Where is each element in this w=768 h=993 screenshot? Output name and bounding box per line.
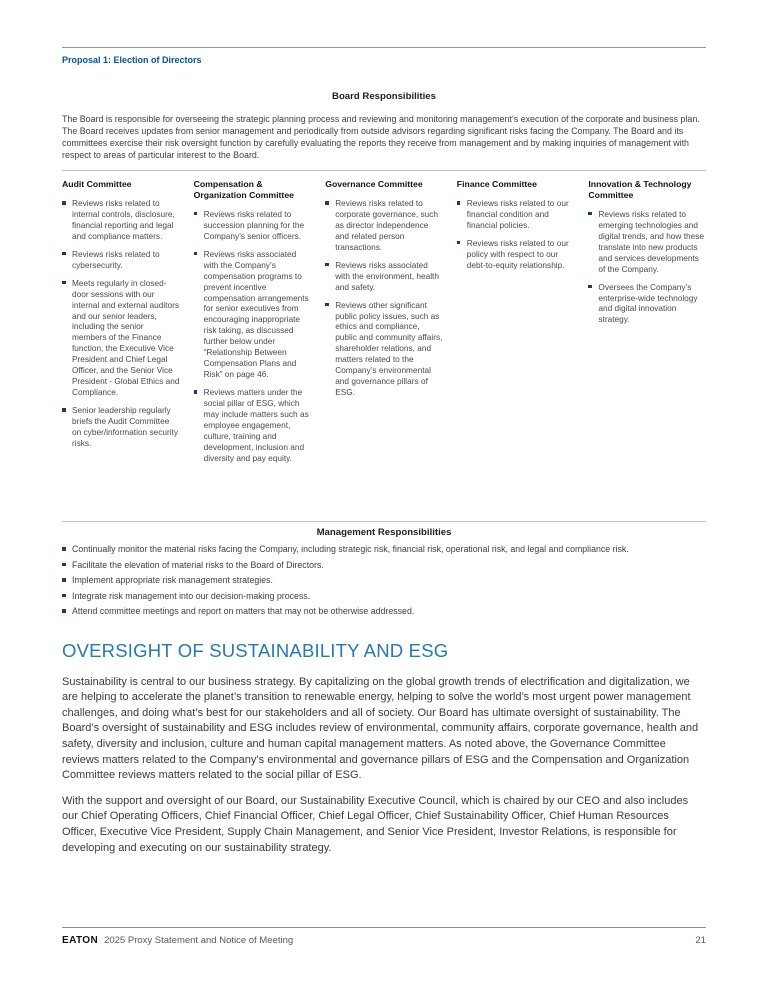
bullet-square-icon (62, 609, 66, 613)
committee-title-governance: Governance Committee (325, 179, 423, 190)
committee-column-audit (62, 179, 180, 521)
eaton-logo-text: EATON (62, 935, 99, 946)
bullet-square-icon (194, 252, 198, 256)
committee-item-text: Reviews risks related to our financial condition and financial policies. (466, 198, 569, 230)
footer-brand-line (62, 935, 293, 946)
committee-item (194, 249, 312, 380)
committee-column-compensation (194, 179, 312, 521)
management-item-text: Implement appropriate risk management strategies. (72, 575, 273, 586)
committee-title-innovation-technology: Innovation & Technology Committee (588, 179, 692, 201)
bullet-square-icon (62, 281, 66, 285)
committee-title-finance: Finance Committee (456, 179, 537, 190)
committee-list-innovation-technology (588, 209, 706, 325)
proposal-section-label: Proposal 1: Election of Directors (62, 55, 202, 65)
committee-item (325, 300, 443, 398)
committee-list-compensation (194, 209, 312, 464)
committee-list-finance (457, 198, 575, 271)
management-item (62, 591, 706, 602)
bullet-square-icon (588, 285, 592, 289)
bullet-square-icon (325, 303, 329, 307)
committee-item (588, 282, 706, 326)
committee-item-text: Reviews matters under the social pillar of ESG, which may include matters such as employee engagement, culture, training and development, inclusion and diversity and pay equity. (203, 387, 309, 463)
bullet-square-icon (62, 547, 66, 551)
bullet-square-icon (194, 390, 198, 394)
top-divider (62, 47, 706, 48)
management-item-text: Integrate risk management into our decision-making process. (72, 590, 311, 601)
page-number: 21 (695, 935, 706, 946)
committee-item (62, 278, 180, 398)
bullet-square-icon (62, 408, 66, 412)
committee-item (325, 198, 443, 253)
bullet-square-icon (457, 201, 461, 205)
management-list (62, 544, 706, 617)
committee-list-governance (325, 198, 443, 398)
committee-list-audit (62, 198, 180, 449)
committee-item-text: Reviews risks related to internal controls, disclosure, financial reporting and legal and compliance matters. (72, 198, 175, 241)
esg-section-title: OVERSIGHT OF SUSTAINABILITY AND ESG (62, 640, 449, 662)
committee-column-finance (457, 179, 575, 521)
committee-column-innovation-technology (588, 179, 706, 521)
committee-item-text: Reviews risks related to emerging technologies and digital trends, and how these translate into new products and services developments of the Company. (598, 208, 705, 274)
bullet-square-icon (325, 263, 329, 267)
committee-item (457, 198, 575, 231)
committee-item (62, 198, 180, 242)
committee-item-text: Senior leadership regularly briefs the Audit Committee on cyber/information security risks. (72, 405, 179, 448)
committee-item-text: Meets regularly in closed-door sessions with our internal and external auditors and our senior leaders, including the senior members of the Finance function, the Executive Vice President and Chief Legal Officer, and the Senior Vice President - Global Ethics and Compliance. (72, 277, 180, 398)
management-item (62, 544, 706, 555)
esg-paragraph-1: Sustainability is central to our business strategy. By capitalizing on the global growth trends of electrification and digitalization, we are helping to accelerate the planet’s transition to renewable energy, helping to solve the world’s most urgent power management challenges, and doing what’s best for our stakeholders and all of society. Our Board has ultimate oversight of sustainability. The Board’s oversight of sustainability and ESG includes review of environmental, community affairs, corporate governance, health and safety, diversity and inclusion, culture and human capital management matters. As noted above, the Governance Committee reviews matters related to the Company’s environmental and governance pillars of ESG and the Compensation and Organization Committee reviews matters related to the social pillar of ESG. (62, 675, 699, 782)
committee-item-text: Reviews risks associated with the Company’s compensation programs to prevent incentive compensation arrangements for senior executives from encouraging inappropriate risk taking, as discussed further below under “Relationship Between Compensation Plans and Risk” on page 46. (203, 248, 309, 380)
committee-column-governance (325, 179, 443, 521)
bullet-square-icon (457, 241, 461, 245)
committee-item (325, 260, 443, 293)
committee-item (62, 405, 180, 449)
bullet-square-icon (62, 594, 66, 598)
committee-item (194, 209, 312, 242)
committee-title-compensation: Compensation & Organization Committee (193, 179, 294, 201)
committees-grid (62, 171, 706, 521)
committee-item-text: Reviews risks related to our policy with respect to our debt-to-equity relationship. (466, 237, 569, 270)
bullet-square-icon (62, 201, 66, 205)
committee-title-audit: Audit Committee (62, 179, 132, 190)
bullet-square-icon (325, 201, 329, 205)
management-responsibilities-title: Management Responsibilities (316, 527, 452, 539)
management-item (62, 560, 706, 571)
board-responsibilities-title: Board Responsibilities (332, 90, 436, 102)
committee-item (62, 249, 180, 271)
bullet-square-icon (62, 252, 66, 256)
divider-above-management (62, 521, 706, 522)
bullet-square-icon (588, 212, 592, 216)
committee-item (588, 209, 706, 275)
committee-item-text: Reviews other significant public policy issues, such as ethics and compliance, public and community affairs, shareholder relations, and matters related to the Company’s environmental and governance pillars of ESG. (335, 299, 443, 398)
bullet-square-icon (62, 563, 66, 567)
board-intro-paragraph: The Board is responsible for overseeing the strategic planning process and reviewing and monitoring management’s execution of the corporate and business plan. The Board receives updates from senior management and periodically from outside advisors regarding significant risks facing the Company. The Board and its committees exercise their risk oversight function by carefully evaluating the reports they receive from management and by making inquiries of management with respect to areas of particular interest to the Board. (62, 113, 700, 161)
bullet-square-icon (194, 212, 198, 216)
esg-paragraph-2: With the support and oversight of our Board, our Sustainability Executive Council, which is chaired by our CEO and also includes our Chief Operating Officers, Chief Financial Officer, Chief Legal Officer, Chief Sustainability Officer, Chief Human Resources Officer, Executive Vice President, Supply Chain Management, and Senior Vice President, Investor Relations, is responsible for developing and executing on our sustainability strategy. (62, 794, 689, 854)
committee-item (194, 387, 312, 464)
committee-item-text: Reviews risks related to succession planning for the Company’s senior officers. (203, 208, 305, 241)
page-footer (62, 927, 706, 946)
committee-item-text: Oversees the Company’s enterprise-wide technology and digital innovation strategy. (598, 281, 698, 325)
bullet-square-icon (62, 578, 66, 582)
management-item-text: Attend committee meetings and report on matters that may not be otherwise addressed. (72, 606, 415, 617)
footer-document-title: 2025 Proxy Statement and Notice of Meeting (104, 935, 294, 946)
committee-item-text: Reviews risks related to corporate governance, such as director independence and related person transactions. (335, 198, 439, 252)
committee-item-text: Reviews risks related to cybersecurity. (72, 248, 160, 270)
management-item-text: Continually monitor the material risks facing the Company, including strategic risk, financial risk, operational risk, and legal and compliance risk. (72, 544, 629, 555)
committee-item-text: Reviews risks associated with the environment, health and safety. (335, 259, 439, 292)
committee-item (457, 238, 575, 271)
management-item (62, 575, 706, 586)
management-item (62, 606, 706, 617)
management-item-text: Facilitate the elevation of material risks to the Board of Directors. (72, 559, 324, 570)
